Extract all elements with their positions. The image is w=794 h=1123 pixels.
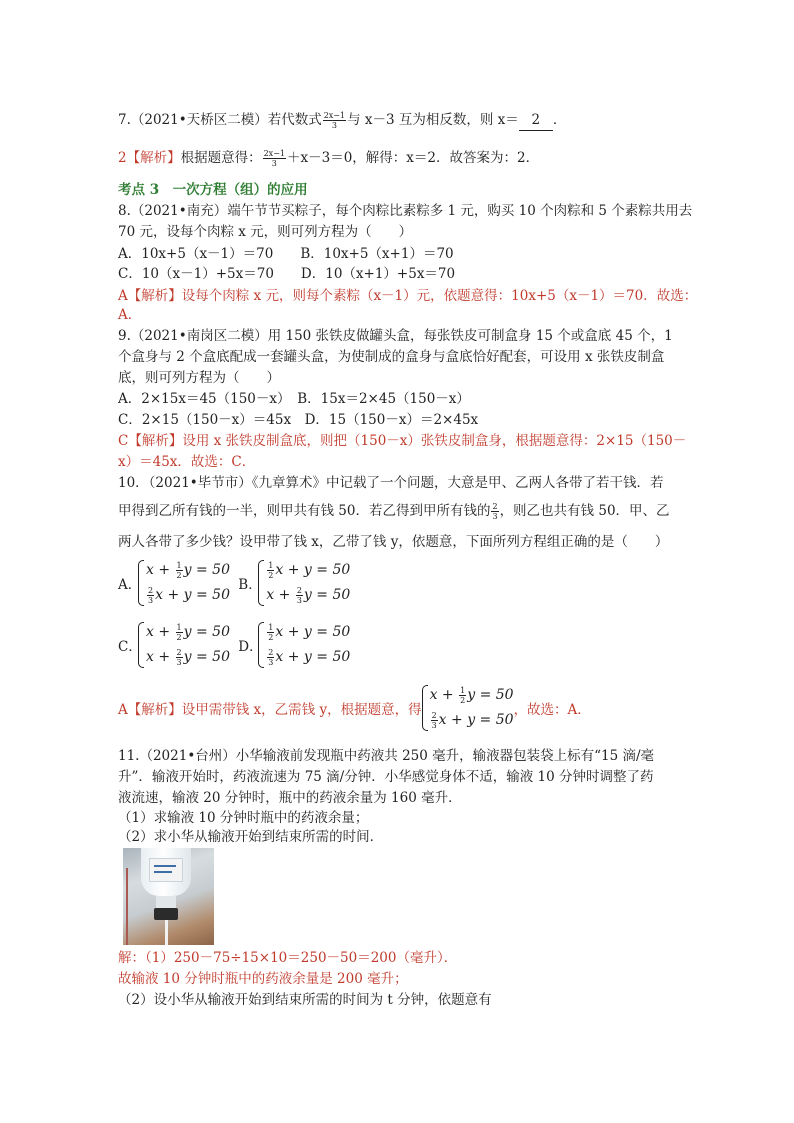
q7-fraction: $\frac{2x-1}{3}$ [323,111,346,130]
question-11-line1: 11.（2021•台州）小华输液前发现瓶中药液共 250 毫升，输液器包装袋上标有“15 滴/毫 [118,748,655,764]
option-d-label: D． [238,639,263,655]
question-10-options-ab [118,558,350,608]
answer-8-line1: A【解析】设每个肉粽 x 元，则每个素粽（x－1）元，依题意得：10x+5（x－1）＝70．故选： [118,288,698,304]
question-7: 7.（2021•天桥区二模）若代数式 $\frac{2x-1}{3}$ 与 x－3 互为相反数，则 x＝ 2 ． [118,111,567,130]
answer-tag: A【解析】 [118,288,182,304]
answer-11-line3: （2）设小华从输液开始到结束所需的时间为 t 分钟，依题意有 [118,992,492,1008]
question-10-line1: 10．（2021•毕节市）《九章算术》中记载了一个问题，大意是甲、乙两人各带了若干钱．若 [118,475,664,491]
question-8-options-cd: C．10（x－1）+5x＝70 D．10（x+1）+5x＝70 [118,266,456,282]
option-a-system: x + $\frac{1}{2}$ y = 50 $\frac{2}{3}$ x + y = 50 [138,558,230,608]
question-11-sub2: （2）求小华从输液开始到结束所需的时间． [118,829,384,845]
answer-8-line2: A． [118,307,142,323]
answer-11-line2: 故输液 10 分钟时瓶中的药液余量是 200 毫升； [118,971,408,987]
question-9-line1: 9.（2021•南岗区二模）用 150 张铁皮做罐头盒，每张铁皮可制盒身 15 个或盒底 45 个，1 [118,328,673,344]
q7-text-pre: 7.（2021•天桥区二模）若代数式 [118,112,322,128]
answer-10-system: x + $\frac{1}{2}$ y = 50 $\frac{2}{3}$ x + y = 50 [422,683,514,733]
question-8-options-ab: A．10x+5（x－1）＝70 B．10x+5（x+1）＝70 [118,246,454,262]
question-8-line1: 8.（2021•南充）端午节节买粽子，每个肉粽比素粽多 1 元，购买 10 个肉粽和 5 个素粽共用去 [118,203,693,219]
answer-tag: C【解析】 [118,433,183,449]
answer-9-line1: C【解析】设用 x 张铁皮制盒底，则把（150－x）张铁皮制盒身，根据题意得：2×15（150－ [118,433,687,449]
question-9-options-ab: A．2×15x＝45（150－x） B．15x＝2×45（150－x） [118,391,470,407]
answer-10: A【解析】设甲需带钱 x，乙需钱 y，根据题意，得 x + $\frac{1}{2}$ y = 50 $\frac{2}{3}$ x + y = 50 ，故选：A． [118,683,591,733]
answer-tag: A【解析】 [118,702,182,718]
answer-9-line2: x）＝45x．故选：C． [118,454,256,470]
q7-answer-blank: 2 [519,110,553,131]
iv-bottle-photo [123,848,214,945]
section-heading: 考点 3 一次方程（组）的应用 [118,182,308,198]
question-8-line2: 70 元，设每个肉粽 x 元，则可列方程为（ ） [118,224,413,240]
question-11-line2: 升”．输液开始时，药液流速为 75 滴/分钟．小华感觉身体不适，输液 10 分钟时调整了药 [118,769,654,785]
option-c-system: x + $\frac{1}{2}$ y = 50 x + $\frac{2}{3}$ y = 50 [138,620,230,670]
answer-7: 2【解析】根据题意得： $\frac{2x-1}{3}$ ＋x－3＝0，解得：x＝2．故答案为：2． [118,149,540,168]
option-b-system: $\frac{1}{2}$ x + y = 50 x + $\frac{2}{3}$ y = 50 [258,558,350,608]
answer-11-line1: 解：（1）250－75÷15×10＝250－50＝200（毫升）． [118,950,458,966]
option-c-label: C． [118,639,142,655]
question-10-line3: 两人各带了多少钱？设甲带了钱 x，乙带了钱 y，依题意，下面所列方程组正确的是（ ） [118,534,669,550]
question-10-options-cd [118,620,350,670]
a7-fraction: $\frac{2x-1}{3}$ [263,149,285,168]
answer-tag: 2【解析】 [118,150,181,166]
option-b-label: B． [238,577,262,593]
option-a-label: A． [118,577,142,593]
question-11-line3: 液流速，输液 20 分钟时，瓶中的药液余量为 160 毫升． [118,790,462,806]
q7-text-post: 与 x－3 互为相反数，则 x＝ [347,112,519,128]
question-9-line3: 底，则可列方程为（ ） [118,370,280,386]
question-9-line2: 个盒身与 2 个盒底配成一套罐头盒，为使制成的盒身与盒底恰好配套，可设用 x 张铁皮制盒 [118,349,665,365]
question-9-options-cd: C．2×15（150－x）＝45x D．15（150－x）＝2×45x [118,412,479,428]
q10-fraction: $\frac{2}{3}$ [492,502,498,521]
option-d-system: $\frac{1}{2}$ x + y = 50 $\frac{2}{3}$ x + y = 50 [258,620,350,670]
question-10-line2: 甲得到乙所有钱的一半，则甲共有钱 50．若乙得到甲所有钱的 $\frac{2}{3}$ ，则乙也共有钱 50．甲、乙 [118,502,670,521]
question-11-sub1: （1）求输液 10 分钟时瓶中的药液余量； [118,810,369,826]
